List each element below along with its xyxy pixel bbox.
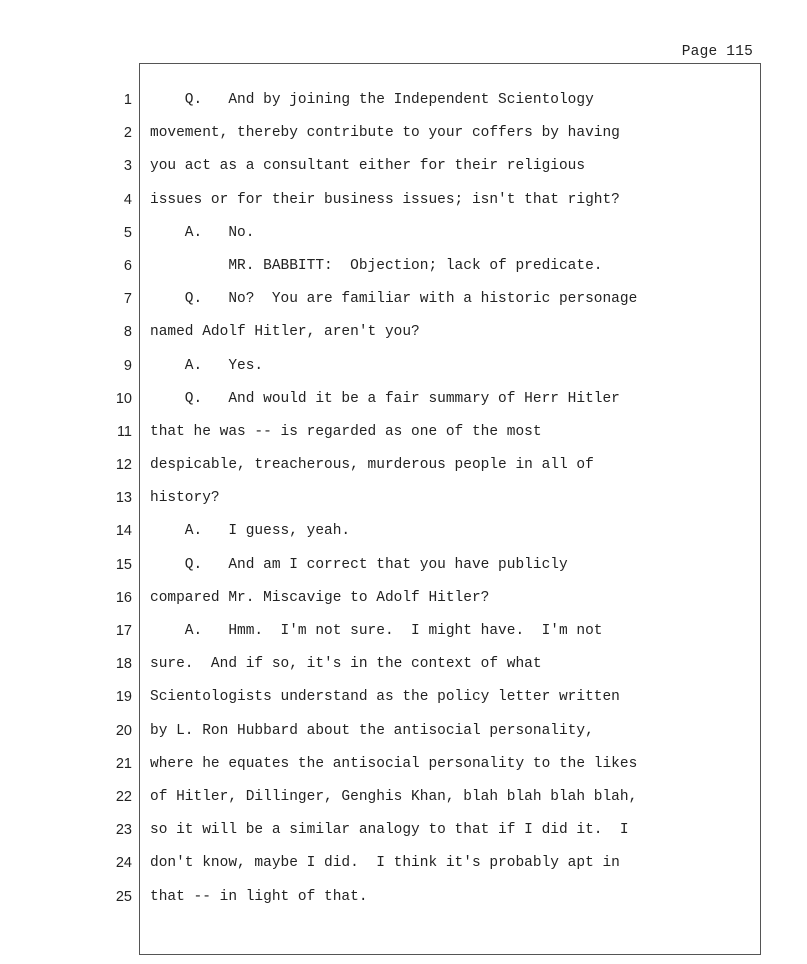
line-number: 21 — [115, 755, 132, 772]
transcript-line: A. Yes. — [150, 357, 264, 374]
transcript-line: A. I guess, yeah. — [150, 523, 351, 540]
transcript-line: Q. And would it be a fair summary of Herr Hitler — [150, 390, 620, 407]
transcript-line: where he equates the antisocial personality to the likes — [150, 755, 638, 772]
line-number: 18 — [115, 656, 132, 673]
transcript-line: that he was -- is regarded as one of the most — [150, 423, 542, 440]
line-number: 25 — [115, 888, 132, 905]
line-number: 16 — [115, 589, 132, 606]
line-number: 3 — [123, 158, 132, 175]
transcript-line: Q. No? You are familiar with a historic personage — [150, 291, 638, 308]
transcript-line: that -- in light of that. — [150, 888, 368, 905]
transcript-text — [150, 84, 750, 914]
line-number: 10 — [115, 390, 132, 407]
transcript-line: Q. And by joining the Independent Scientology — [150, 92, 594, 108]
transcript-line: sure. And if so, it's in the context of what — [150, 656, 542, 673]
transcript-line: A. No. — [150, 224, 255, 241]
transcript-line: named Adolf Hitler, aren't you? — [150, 324, 420, 341]
line-number: 22 — [115, 788, 132, 805]
line-number: 5 — [123, 224, 132, 241]
transcript-line: by L. Ron Hubbard about the antisocial personality, — [150, 722, 594, 739]
transcript-line: you act as a consultant either for their religious — [150, 158, 586, 175]
line-number: 12 — [115, 457, 132, 474]
page-number-label: Page 115 — [681, 44, 753, 60]
line-number: 20 — [115, 722, 132, 739]
line-number: 1 — [123, 92, 132, 108]
transcript-line: Scientologists understand as the policy letter written — [150, 689, 620, 706]
line-number: 6 — [123, 257, 132, 274]
line-number: 23 — [115, 822, 132, 839]
transcript-line: MR. BABBITT: Objection; lack of predicate. — [150, 257, 603, 274]
transcript-line: history? — [150, 490, 220, 507]
line-number: 15 — [115, 556, 132, 573]
line-number: 19 — [115, 689, 132, 706]
line-number: 11 — [116, 423, 132, 440]
transcript-line: movement, thereby contribute to your coffers by having — [150, 125, 620, 142]
line-number: 14 — [115, 523, 132, 540]
transcript-line: Q. And am I correct that you have publicly — [150, 556, 568, 573]
transcript-line: A. Hmm. I'm not sure. I might have. I'm not — [150, 623, 603, 639]
transcript-line: compared Mr. Miscavige to Adolf Hitler? — [150, 589, 490, 606]
line-number: 17 — [115, 623, 132, 639]
line-number: 4 — [123, 191, 132, 208]
line-number: 24 — [115, 855, 132, 872]
transcript-line: don't know, maybe I did. I think it's probably apt in — [150, 855, 620, 872]
transcript-line: despicable, treacherous, murderous people in all of — [150, 457, 594, 474]
line-number: 9 — [123, 357, 132, 374]
line-number: 13 — [115, 490, 132, 507]
transcript-line: of Hitler, Dillinger, Genghis Khan, blah blah blah blah, — [150, 788, 638, 805]
transcript-line: issues or for their business issues; isn't that right? — [150, 191, 620, 208]
line-number-column — [100, 84, 132, 914]
line-number: 7 — [123, 291, 132, 308]
transcript-line: so it will be a similar analogy to that if I did it. I — [150, 822, 629, 839]
line-number: 2 — [123, 125, 132, 142]
line-number: 8 — [123, 324, 132, 341]
